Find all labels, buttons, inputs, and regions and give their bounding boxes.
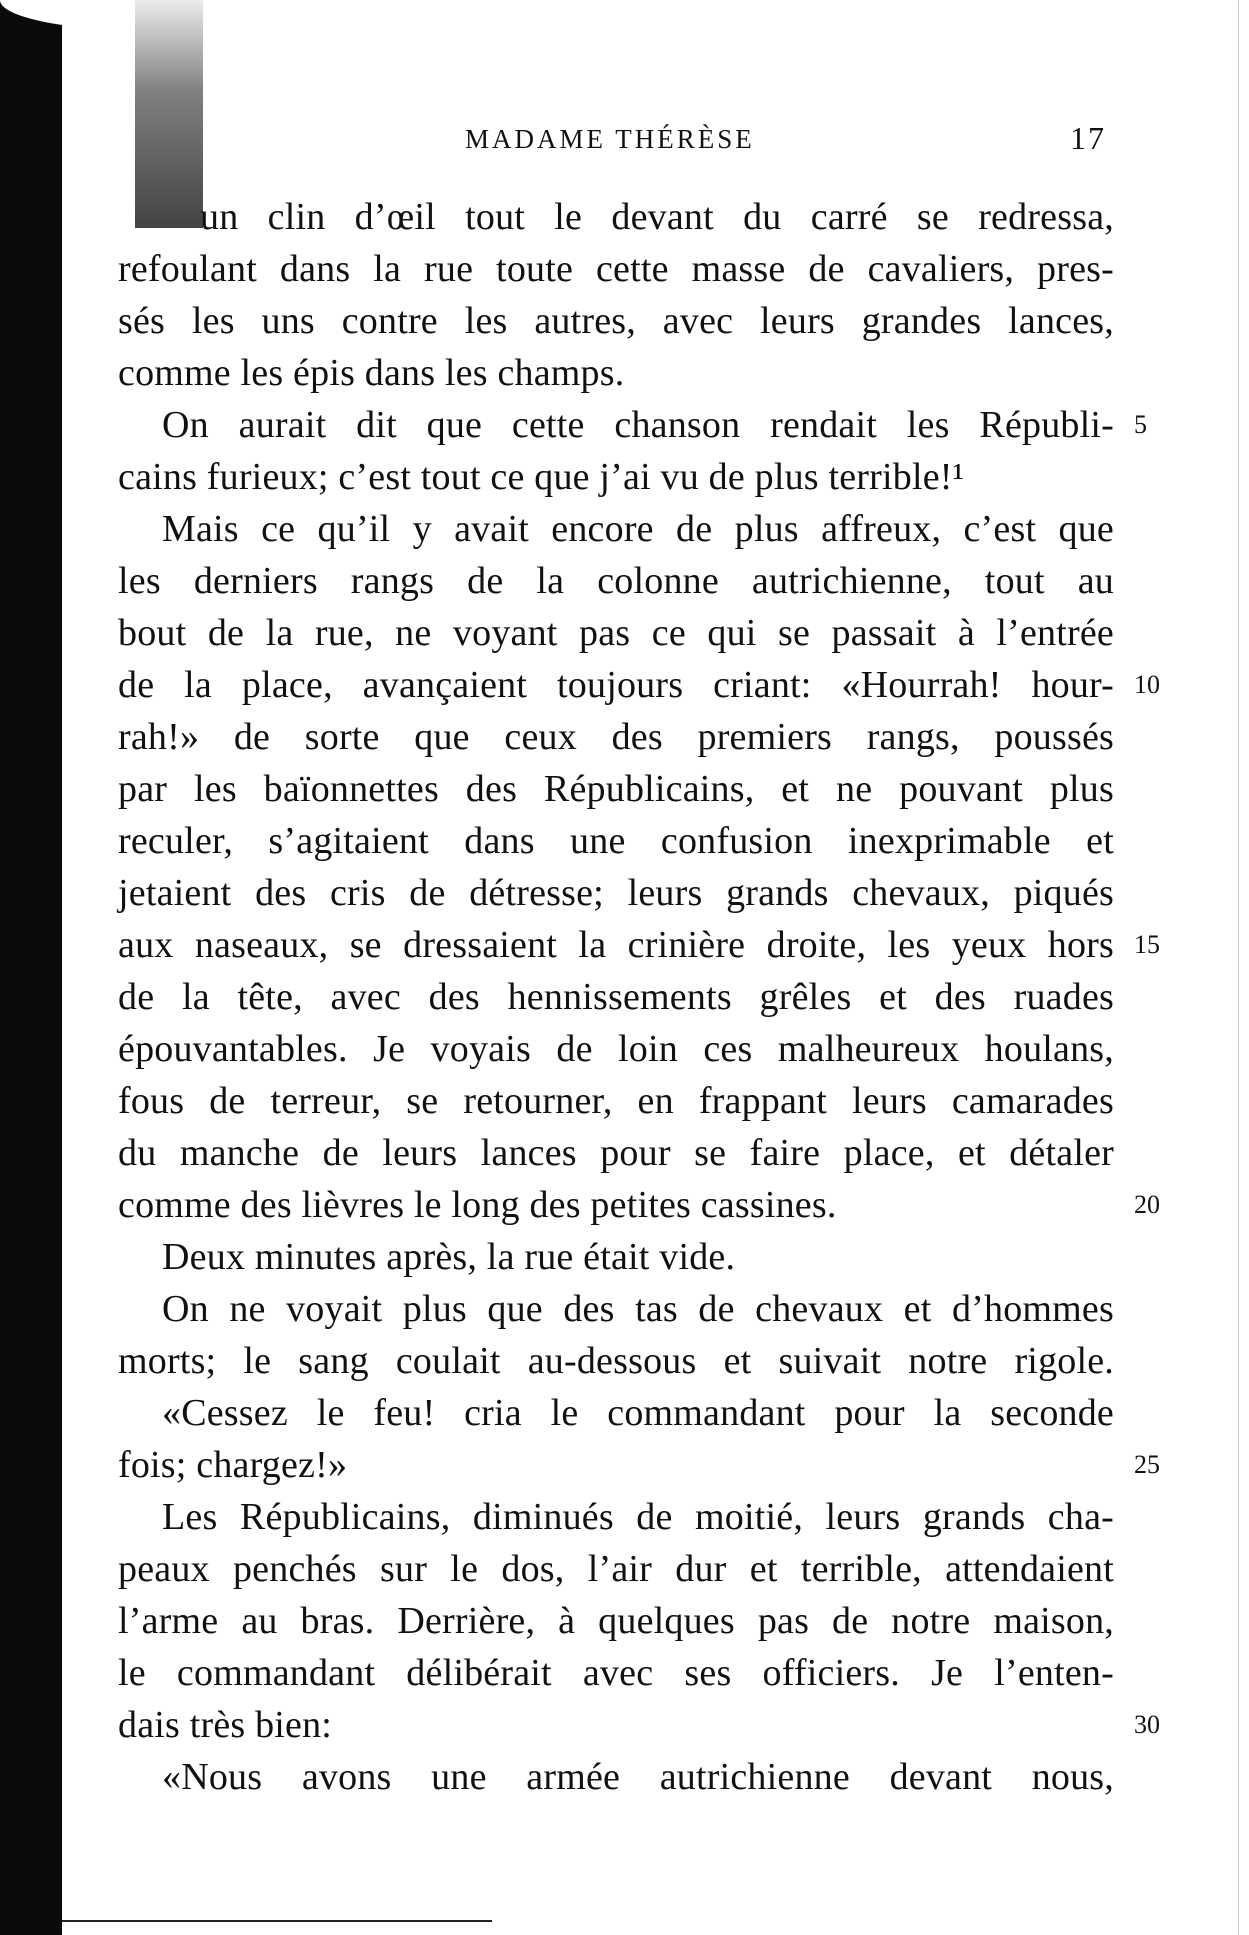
text-line: peaux penchés sur le dos, l’air dur et terrible, attendaient <box>118 1548 1114 1590</box>
text-line: sés les uns contre les autres, avec leurs grandes lances, <box>118 300 1114 342</box>
text-line: refoulant dans la rue toute cette masse de cavaliers, pres- <box>118 248 1114 290</box>
text-line: jetaient des cris de détresse; leurs grands chevaux, piqués <box>118 872 1114 914</box>
margin-line-number: 10 <box>1134 670 1160 699</box>
text-line: de la place, avançaient toujours criant: «Hourrah! hour- <box>118 664 1114 706</box>
text-line: comme les épis dans les champs. <box>118 352 625 394</box>
margin-line-number: 25 <box>1134 1450 1160 1479</box>
text-line: par les baïonnettes des Républicains, et ne pouvant plus <box>118 768 1114 810</box>
text-line: rah!» de sorte que ceux des premiers rangs, poussés <box>118 716 1114 758</box>
text-line: fous de terreur, se retourner, en frappant leurs camarades <box>118 1080 1114 1122</box>
text-line: le commandant délibérait avec ses officiers. Je l’enten- <box>118 1652 1114 1694</box>
text-line: «Nous avons une armée autrichienne devant nous, <box>162 1756 1114 1798</box>
margin-line-number: 20 <box>1134 1190 1160 1219</box>
text-line: l’arme au bras. Derrière, à quelques pas de notre maison, <box>118 1600 1114 1642</box>
text-line: reculer, s’agitaient dans une confusion inexprimable et <box>118 820 1114 862</box>
text-line: aux naseaux, se dressaient la crinière droite, les yeux hors <box>118 924 1114 966</box>
text-line: les derniers rangs de la colonne autrichienne, tout au <box>118 560 1114 602</box>
text-line: dais très bien: <box>118 1704 333 1746</box>
body-text <box>118 191 1114 1803</box>
text-line: «Cessez le feu! cria le commandant pour la seconde <box>162 1392 1114 1434</box>
margin-line-number: 30 <box>1134 1710 1160 1739</box>
bottom-rule <box>62 1920 492 1922</box>
text-line: fois; chargez!» <box>118 1444 348 1486</box>
text-line: comme des lièvres le long des petites cassines. <box>118 1184 837 1226</box>
text-line: Deux minutes après, la rue était vide. <box>162 1236 736 1278</box>
text-line: Les Républicains, diminués de moitié, leurs grands cha- <box>162 1496 1114 1538</box>
text-line: épouvantables. Je voyais de loin ces malheureux houlans, <box>118 1028 1114 1070</box>
text-line: du manche de leurs lances pour se faire place, et détaler <box>118 1132 1114 1174</box>
page-number: 17 <box>1070 120 1106 156</box>
text-line: On aurait dit que cette chanson rendait les Républi- <box>162 404 1114 446</box>
text-line: morts; le sang coulait au-dessous et suivait notre rigole. <box>118 1340 1114 1382</box>
text-line: bout de la rue, ne voyant pas ce qui se passait à l’entrée <box>118 612 1114 654</box>
text-line: Mais ce qu’il y avait encore de plus affreux, c’est que <box>162 508 1114 550</box>
text-line: cains furieux; c’est tout ce que j’ai vu de plus terrible!¹ <box>118 456 965 498</box>
margin-line-number: 5 <box>1134 410 1147 439</box>
page-edge-rule <box>1238 0 1239 1935</box>
text-line: de la tête, avec des hennissements grêles et des ruades <box>118 976 1114 1018</box>
text-line: un clin d’œil tout le devant du carré se redressa, <box>200 196 1114 238</box>
text-line: On ne voyait plus que des tas de chevaux et d’hommes <box>162 1288 1114 1330</box>
running-head: MADAME THÉRÈSE <box>465 124 755 154</box>
scan-edge <box>0 0 62 1935</box>
margin-line-number: 15 <box>1134 930 1160 959</box>
